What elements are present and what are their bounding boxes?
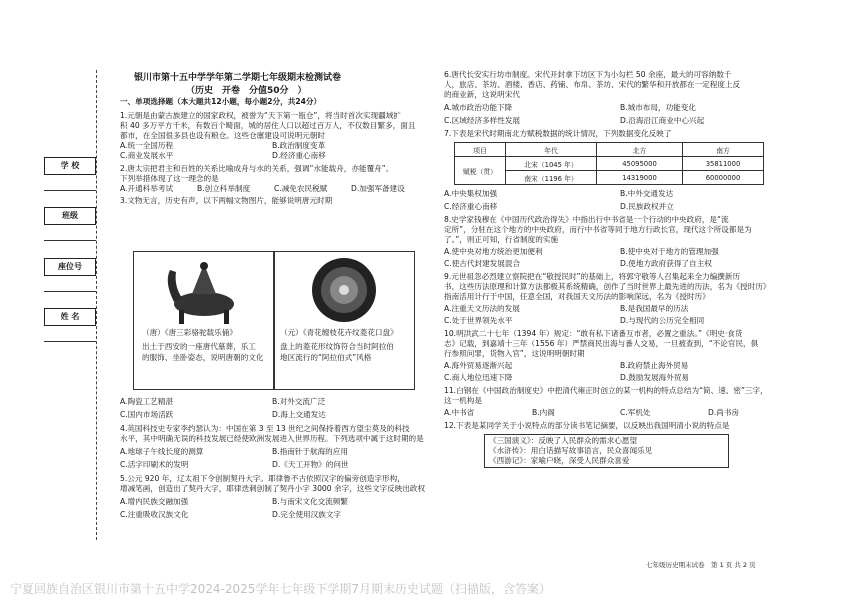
page-footer: 七年级历史期末试卷 第 1 页 共 2 页 [646, 561, 756, 569]
option-d: D.尚书房 [708, 408, 740, 417]
option-a: A.统一全国历程 [120, 141, 174, 150]
yuan-text-1: 盘上的菱花形纹饰符合当时阿拉伯 [280, 342, 394, 351]
question-text: 6.唐代长安实行坊市制度。宋代开封拿下坊区下为小勾栏 50 余座，最大的可容纳数千 [444, 70, 732, 79]
table-cell: 60000000 [683, 171, 764, 185]
question-9 [444, 272, 784, 326]
option-b: B.是我国最早的历法 [620, 304, 689, 313]
fold-line [96, 70, 97, 540]
table-cell: 14319000 [597, 171, 683, 185]
left-column-lower [120, 397, 430, 520]
novel-notes-box [484, 434, 729, 468]
question-text: 7.下表是宋代时期南北方赋税数据的统计情况，下列数据变化反映了 [444, 129, 672, 138]
option-d: D.与现代的公历完全相同 [620, 316, 705, 325]
option-a: A.海外贸易逐渐兴起 [444, 361, 513, 370]
novel-note: 《三国演义》：反映了人民群众的需求心愿望 [489, 436, 638, 445]
question-6 [444, 70, 784, 126]
section-heading: 一、单项选择题（本大题共12小题，每小题2分，共24分） [120, 97, 322, 106]
option-b: B.政府禁止海外贸易 [620, 361, 689, 370]
question-text: 5.公元 920 年，辽太祖下令创制契丹大字。耶律鲁不古依照汉字的偏旁创造字形构， [120, 474, 405, 483]
option-c: C.经济重心南移 [444, 202, 498, 211]
question-2 [120, 164, 430, 194]
option-c: C.军机处 [620, 408, 651, 417]
question-text: 增减笔画，创造出了契丹大字，耶律迭刺创制了契丹小字 3000 余字，这些文字反映出政权 [120, 484, 426, 493]
question-1 [120, 111, 430, 161]
option-b: B.对外交流广泛 [272, 397, 326, 406]
question-text: 定所”，分驻在这个地方的中央政府，而行中书省等同于地方行政长官，现代这个所设都是为 [444, 225, 752, 234]
question-text: 1.元朝是由蒙古族建立的国家政权，被誉为“天下第一瓶仓”，将当时首次实现疆域扩 [120, 111, 401, 120]
table-header: 北方 [597, 143, 683, 157]
question-text: 下列举措体现了这一理念的是 [120, 174, 219, 183]
question-text: 志》记载，到嘉靖十三年（1556 年）严禁商民出海与番人交易，一旦被查到，“不论官民，俱 [444, 339, 759, 348]
watermark-caption: 宁夏回族自治区银川市第十五中学2024-2025学年七年级下学期7月期末历史试题（扫描版，含答案） [10, 582, 552, 596]
tang-caption: （唐）《唐三彩骆驼载乐俑》 [142, 328, 237, 337]
question-text: 积 40 多万平方千米，有数百个畸面，城的居住人口以超过百万人，不仅数目繁多，面且 [120, 121, 416, 130]
option-c: C.国内市场活跃 [120, 410, 174, 419]
option-d: D.沿海沿江商业中心兴起 [620, 116, 705, 125]
question-text: 水平，其中明确无误的科技发展已经使欧洲发展进入世界历程。下列选项中属于这时期的是 [120, 434, 424, 443]
option-b: B.指南针于航海的应用 [272, 447, 348, 456]
option-d: D.完全使用汉族文字 [272, 510, 342, 519]
camel-figurine-image [134, 252, 274, 324]
table-header: 年代 [506, 143, 597, 157]
option-c: C.减免农民税赋 [274, 184, 328, 193]
novel-note: 《水浒传》：用白话描写故事语言，民众喜闻乐见 [489, 446, 653, 455]
option-c: C.处于世界领先水平 [444, 316, 513, 325]
option-a: A.中书省 [444, 408, 475, 417]
novel-note: 《西游记》：家喻户晓，深受人民群众喜爱 [489, 456, 630, 465]
tax-table [454, 142, 764, 185]
option-c: C.活字印刷术的发明 [120, 460, 189, 469]
option-b: B.政治制度变革 [272, 141, 326, 150]
question-10 [444, 329, 784, 383]
class-label: 班级 [44, 207, 96, 225]
yuan-text-2: 地区流行的“阿拉伯式”风格 [280, 353, 372, 362]
question-text: 4.英国科技史专家李约瑟认为：中国在第 3 至 13 世纪之间保持着西方望尘莫及的科技 [120, 424, 410, 433]
question-text: 人，旅店、茶坊、酒楼、香店、药铺、布帛、茶坊、宋代的繁华和开放都在一定程度上反 [444, 80, 741, 89]
table-row-label: 赋税（贯） [455, 157, 506, 185]
seat-number-label: 座位号 [44, 258, 96, 276]
option-d: D.加强军备建设 [351, 184, 405, 193]
option-a: A.中央集权加强 [444, 189, 498, 198]
question-text: 3.文物无言，历史有声，以下两幅文物图片，能够说明唐元时期 [120, 196, 333, 205]
question-text: 行参照问罪，货物入官”，这说明明朝时期 [444, 349, 585, 358]
exam-subtitle: （历史 开卷 分值50分 ） [186, 86, 307, 96]
exam-title: 银川市第十五中学学年第二学期七年级期末检测试卷 [134, 73, 342, 83]
question-text: 2.唐太宗把君主和百姓的关系比喻成舟与水的关系，强调“水能载舟，亦能覆舟”。 [120, 164, 394, 173]
school-label: 学 校 [44, 157, 96, 175]
question-text: 9.元世祖忽必烈建立察院把在“敬授民时”的基础上，将郭守敬等人召集起来全力编撰新历 [444, 272, 741, 281]
question-7 [444, 129, 784, 212]
question-3 [120, 196, 430, 206]
option-d: D.《天工开物》的问世 [272, 460, 349, 469]
option-b: B.中外交通发达 [620, 189, 674, 198]
option-b: B.城市布局，功能变化 [620, 103, 696, 112]
name-label: 姓 名 [44, 308, 96, 326]
right-column [444, 70, 784, 468]
option-a: A.增内民族交融加强 [120, 497, 189, 506]
question-text: 都市，在全国很多县也设有粮仓。这些仓廪建设可说明元朝时 [120, 131, 326, 140]
class-line [44, 240, 96, 241]
option-c: C.注重吸收汉族文化 [120, 510, 189, 519]
school-line [44, 190, 96, 191]
question-text: 11.白钢在《中国政治制度史》中把清代雍正时创立的某一机构的特点总结为“简、速、密”三字， [444, 386, 768, 395]
option-b: B.与南宋文化交流频繁 [272, 497, 348, 506]
option-c: C.商业发展水平 [120, 151, 174, 160]
option-b: B.创立科举制度 [197, 184, 251, 193]
option-d: D.使地方政府获得了自主权 [620, 259, 712, 268]
question-text: 了。”，则正可知，行省制度的实施 [444, 235, 559, 244]
question-12 [444, 421, 784, 468]
option-d: D.鼓励发展海外贸易 [620, 373, 690, 382]
yuan-caption: （元）《青花缠枝花卉纹菱花口盘》 [280, 328, 398, 337]
option-a: A.陶瓷工艺精湛 [120, 397, 174, 406]
option-c: C.使古代封建发展混合 [444, 259, 521, 268]
question-5 [120, 474, 430, 520]
question-text: 指南活用计行于中国，任意全国，对我国天文历法的影响深远，名为《授时历》 [444, 292, 710, 301]
option-b: B.内阁 [532, 408, 555, 417]
option-b: B.使中央对于地方的管理加强 [620, 247, 719, 256]
question-11 [444, 386, 784, 418]
option-a: A.地球子午线长度的测算 [120, 447, 204, 456]
left-column [120, 111, 430, 206]
question-text: 这一机构是 [444, 396, 482, 405]
table-cell: 南宋（1196 年） [506, 171, 597, 185]
tang-text-2: 的服饰、坐卧姿态，说明唐朝的文化 [142, 353, 264, 362]
question-text: 10.明洪武二十七年（1394 年）规定：“敢有私下诸番互市者，必置之重法。”《明史·食货 [444, 329, 743, 338]
option-d: D.经济重心南移 [272, 151, 326, 160]
option-a: A.城市政治功能下降 [444, 103, 513, 112]
tang-text-1: 出土于西安的一座唐代墓葬，乐工 [142, 342, 256, 351]
artifact-box-yuan [273, 251, 415, 390]
question-text: 书，这些历法原理和计算方法都极其系统精确，创作了当时世界上最先进的历法，名为《授时历》 [444, 282, 771, 291]
option-d: D.民族政权并立 [620, 202, 674, 211]
table-cell: 35811000 [683, 157, 764, 171]
option-c: C.区域经济多样性发展 [444, 116, 521, 125]
table-cell: 45095000 [597, 157, 683, 171]
question-text: 的商业新，这说明宋代 [444, 90, 520, 99]
name-line [44, 341, 96, 342]
porcelain-plate-image [274, 252, 414, 324]
option-a: A.开通科举考试 [120, 184, 174, 193]
table-cell: 北宋（1045 年） [506, 157, 597, 171]
table-header: 南方 [683, 143, 764, 157]
question-text: 12.下表是某同学关于小说特点的部分读书笔记摘要，以反映出我国明清小说的特点是 [444, 421, 730, 430]
option-c: C.商人地位迅速下降 [444, 373, 513, 382]
option-d: D.海上交通发达 [272, 410, 326, 419]
table-header: 项目 [455, 143, 506, 157]
artifact-box-tang [133, 251, 275, 390]
seat-line [44, 291, 96, 292]
question-4 [120, 424, 430, 470]
question-8 [444, 215, 784, 269]
question-text: 8.史学家钱穆在《中国历代政治得失》中指出行中书省是一个行动的中央政府，是“流 [444, 215, 729, 224]
option-a: A.使中央对地方统治更加便利 [444, 247, 543, 256]
option-a: A.注重天文历法的发展 [444, 304, 520, 313]
